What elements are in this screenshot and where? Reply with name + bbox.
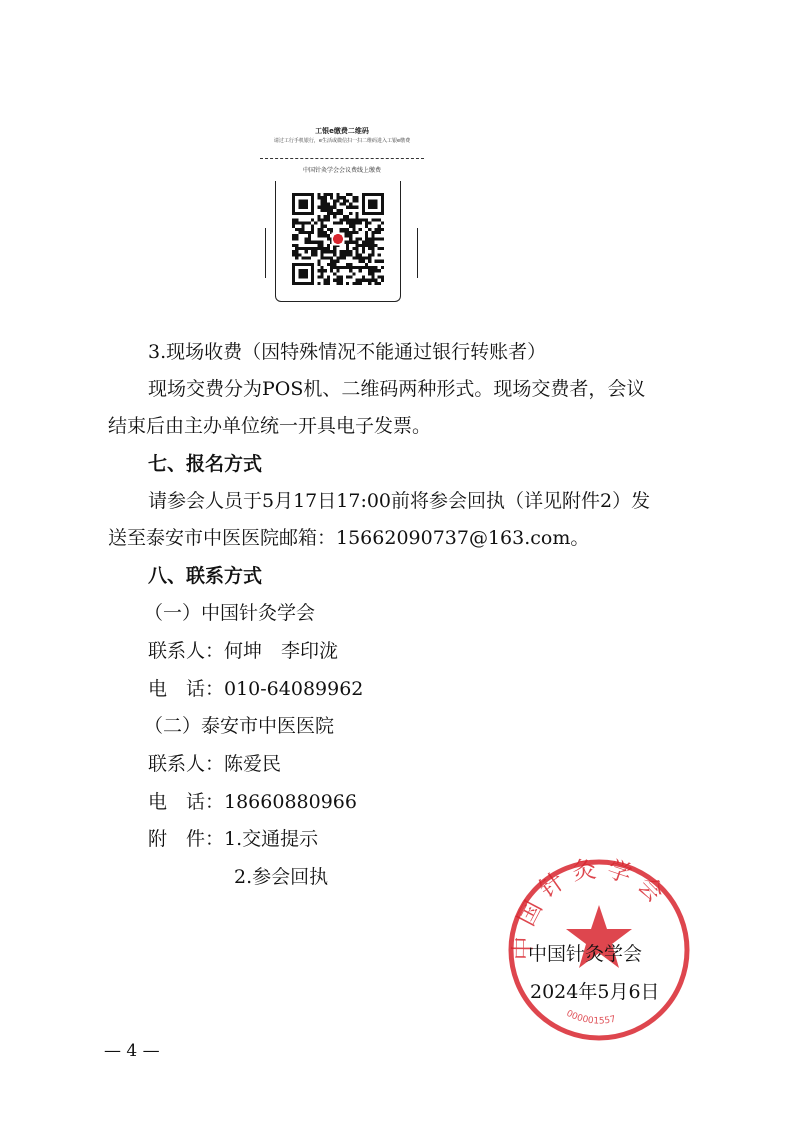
- qr-card-subtitle: 请过工行手机银行，e生活或微信扫一扫二维码进入工银e缴费: [273, 138, 411, 144]
- attachment-1: 附 件：1.交通提示: [148, 828, 319, 850]
- qr-frame-right-mark: [417, 228, 418, 278]
- contact-phone-1: 电 话：010-64089962: [148, 678, 364, 700]
- qr-card-divider: [260, 158, 424, 159]
- contact-person-1: 联系人：何坤 李印泷: [148, 640, 339, 662]
- signature-org: 中国针灸学会: [528, 943, 643, 965]
- contact-person-2: 联系人：陈爱民: [148, 753, 282, 775]
- seal-text: 中国针灸学会: [508, 855, 675, 961]
- contact-phone-2: 电 话：18660880966: [148, 791, 357, 813]
- svg-text:000001557: [565, 1009, 617, 1027]
- contact-org-2: （二）泰安市中医医院: [144, 715, 335, 737]
- paragraph-line: 结束后由主办单位统一开具电子发票。: [108, 415, 432, 437]
- section-7-title: 七、报名方式: [148, 453, 263, 475]
- paragraph-line: 现场交费分为POS机、二维码两种形式。现场交费者，会议: [148, 378, 646, 400]
- qr-code-icon[interactable]: [292, 193, 384, 285]
- section-8-title: 八、联系方式: [148, 565, 263, 587]
- qr-card-title: 工银e缴费二维码: [315, 127, 369, 135]
- paragraph-line: 请参会人员于5月17日17:00前将参会回执（详见附件2）发: [148, 490, 651, 512]
- qr-payment-card: [257, 118, 427, 303]
- qr-frame-left-mark: [265, 228, 266, 278]
- page-number: — 4 —: [104, 1041, 160, 1061]
- paragraph-line: 送至泰安市中医医院邮箱：15662090737@163.com。: [108, 527, 590, 549]
- qr-card-name: 中国针灸学会会议费线上缴费: [302, 167, 381, 174]
- seal-number: 000001557: [564, 1008, 617, 1027]
- attachment-2: 2.参会回执: [234, 866, 329, 888]
- contact-org-1: （一）中国针灸学会: [144, 602, 316, 624]
- payment-method-3-heading: 3.现场收费（因特殊情况不能通过银行转账者）: [148, 341, 547, 363]
- signature-date: 2024年5月6日: [530, 981, 660, 1003]
